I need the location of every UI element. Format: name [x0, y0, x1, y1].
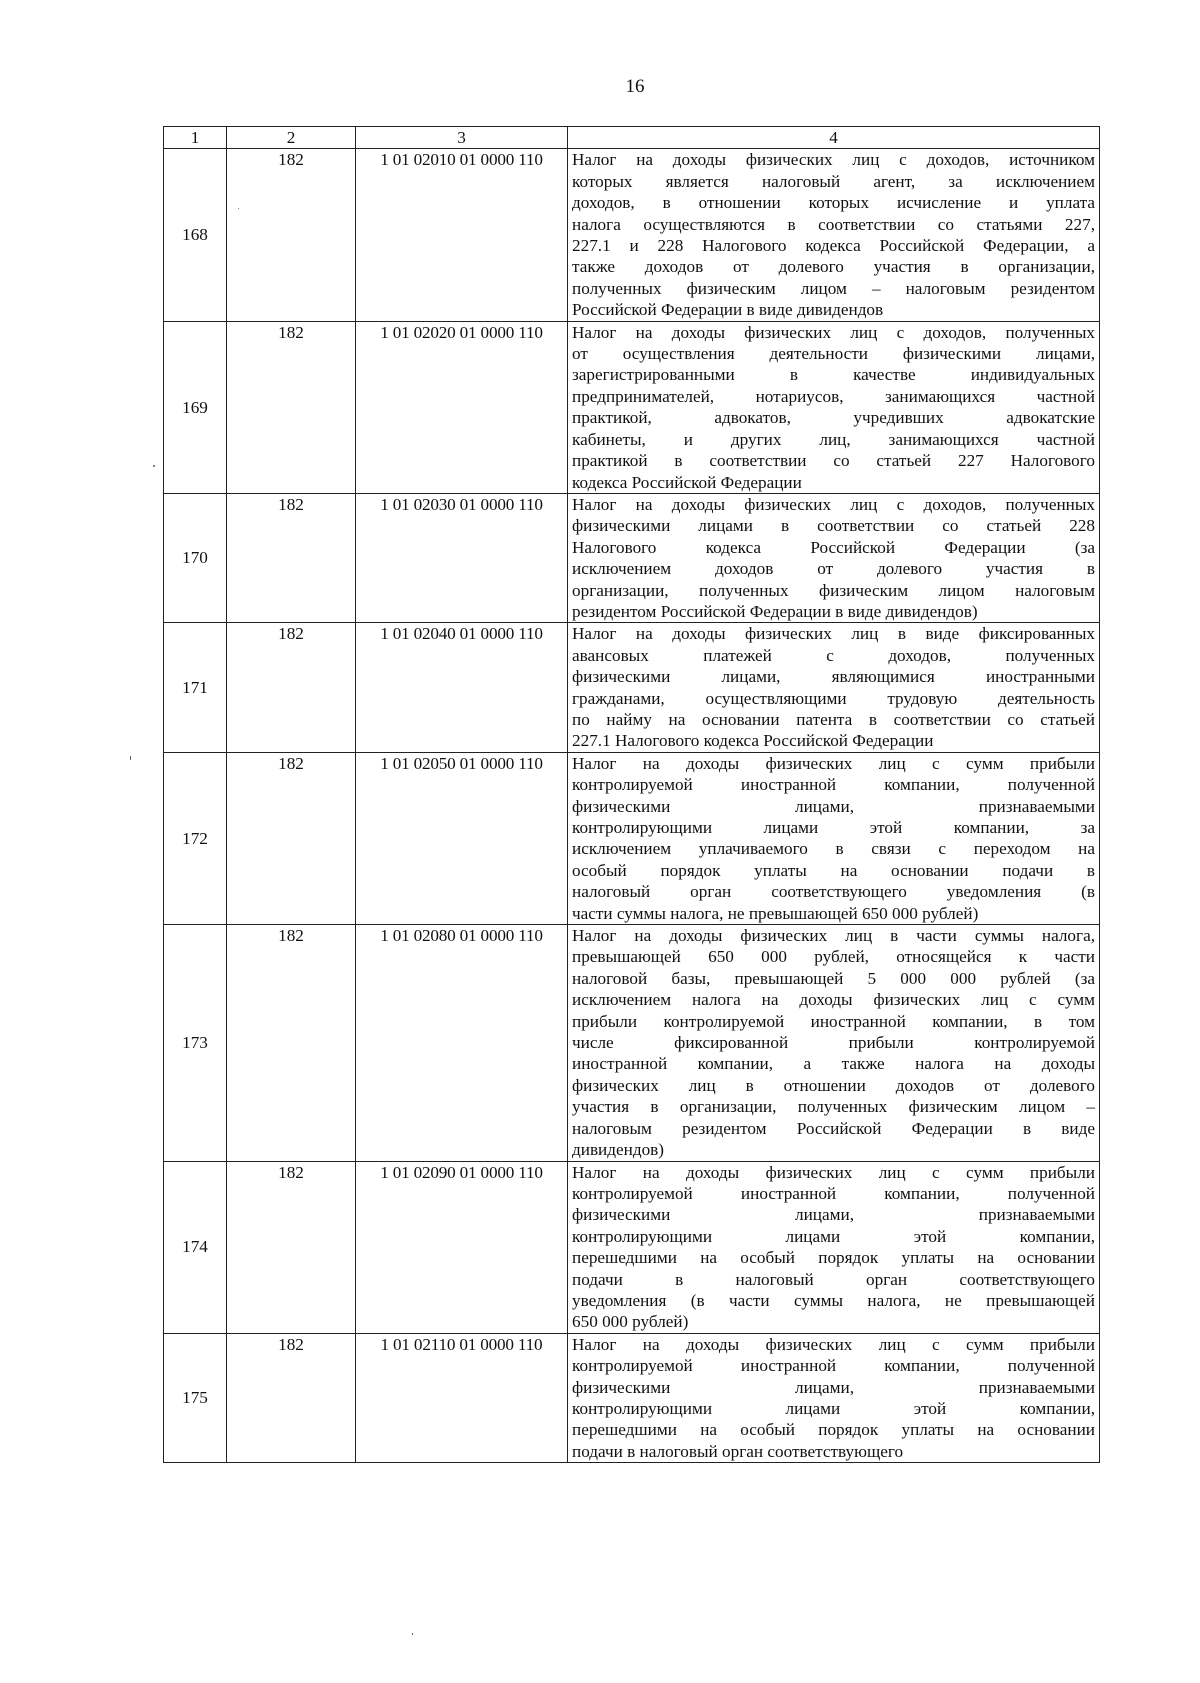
description-line: физических лиц в отношении доходов от долевого [572, 1075, 1095, 1095]
table-header-row [164, 127, 1100, 149]
table-row [164, 623, 1100, 752]
description-line: кабинеты, и других лиц, занимающихся частной [572, 429, 1095, 449]
description-line: практикой в соответствии со статьей 227 Налогового [572, 451, 1095, 471]
admin-code: 182 [227, 752, 356, 924]
admin-code: 182 [227, 493, 356, 622]
description-line: Налогового кодекса Российской Федерации (за [572, 537, 1095, 557]
admin-code: 182 [227, 623, 356, 752]
scan-speck [238, 208, 239, 209]
description-line: Налог на доходы физических лиц с сумм прибыли [572, 1162, 1095, 1182]
budget-classification-code: 1 01 02010 01 0000 110 [356, 149, 568, 321]
description-line: Налог на доходы физических лиц с сумм прибыли [572, 753, 1095, 773]
budget-classification-code: 1 01 02090 01 0000 110 [356, 1161, 568, 1333]
description-line: контролируемой иностранной компании, полученной [572, 775, 1095, 795]
income-description [568, 1333, 1100, 1462]
description-line: перешедшими на особый порядок уплаты на основании [572, 1420, 1095, 1440]
row-number: 172 [164, 752, 227, 924]
table-body [164, 149, 1100, 1463]
description-line: кодекса Российской Федерации [572, 472, 802, 492]
description-line: резидентом Российской Федерации в виде дивидендов) [572, 601, 978, 621]
description-line: контролирующими лицами этой компании, [572, 1398, 1095, 1418]
description-line: превышающей 650 000 рублей, относящейся к части [572, 947, 1095, 967]
table-row [164, 493, 1100, 622]
description-line: организации, полученных физическим лицом налоговым [572, 580, 1095, 600]
description-line: контролируемой иностранной компании, полученной [572, 1356, 1095, 1376]
admin-code: 182 [227, 321, 356, 493]
scan-speck [412, 1633, 413, 1635]
description-line: исключением доходов от долевого участия в [572, 559, 1095, 579]
admin-code: 182 [227, 149, 356, 321]
description-line: дивидендов) [572, 1140, 665, 1160]
description-line: Налог на доходы физических лиц в части суммы налога, [572, 926, 1095, 946]
header-col-3: 3 [356, 127, 568, 149]
description-line: доходов, в отношении которых исчисление и уплата [572, 193, 1095, 213]
budget-classification-code: 1 01 02040 01 0000 110 [356, 623, 568, 752]
row-number: 171 [164, 623, 227, 752]
row-number: 175 [164, 1333, 227, 1462]
description-line: налоговый орган соответствующего уведомления (в [572, 882, 1095, 902]
budget-classification-code: 1 01 02020 01 0000 110 [356, 321, 568, 493]
table-row [164, 1333, 1100, 1462]
description-line: 227.1 Налогового кодекса Российской Федерации [572, 731, 934, 751]
row-number: 174 [164, 1161, 227, 1333]
description-line: от осуществления деятельности физическими лицами, [572, 344, 1095, 364]
description-line: части суммы налога, не превышающей 650 000 рублей) [572, 903, 979, 923]
description-line: Налог на доходы физических лиц с доходов, полученных [572, 494, 1095, 514]
description-line: также доходов от долевого участия в организации, [572, 257, 1095, 277]
row-number: 173 [164, 925, 227, 1161]
description-line: Налог на доходы физических лиц в виде фиксированных [572, 624, 1095, 644]
header-col-4: 4 [568, 127, 1100, 149]
budget-classification-code: 1 01 02110 01 0000 110 [356, 1333, 568, 1462]
income-description [568, 1161, 1100, 1333]
description-line: контролируемой иностранной компании, полученной [572, 1183, 1095, 1203]
description-line: которых является налоговый агент, за исключением [572, 171, 1095, 191]
page-number: 16 [625, 76, 645, 97]
scan-speck [153, 465, 155, 467]
description-line: Налог на доходы физических лиц с сумм прибыли [572, 1334, 1095, 1354]
row-number: 170 [164, 493, 227, 622]
description-line: по найму на основании патента в соответствии со статьей [572, 709, 1095, 729]
description-line: физическими лицами, признаваемыми [572, 1205, 1095, 1225]
budget-classification-code: 1 01 02050 01 0000 110 [356, 752, 568, 924]
table-row [164, 321, 1100, 493]
description-line: физическими лицами в соответствии со статьей 228 [572, 516, 1095, 536]
description-line: подачи в налоговый орган соответствующего [572, 1269, 1095, 1289]
description-line: физическими лицами, признаваемыми [572, 1377, 1095, 1397]
income-description [568, 752, 1100, 924]
description-line: зарегистрированными в качестве индивидуальных [572, 365, 1095, 385]
description-line: прибыли контролируемой иностранной компании, в том [572, 1011, 1095, 1031]
budget-classification-code: 1 01 02080 01 0000 110 [356, 925, 568, 1161]
header-col-1: 1 [164, 127, 227, 149]
row-number: 168 [164, 149, 227, 321]
description-line: 650 000 рублей) [572, 1312, 689, 1332]
income-description [568, 493, 1100, 622]
table-row [164, 1161, 1100, 1333]
description-line: 227.1 и 228 Налогового кодекса Российской Федерации, а [572, 236, 1095, 256]
description-line: исключением уплачиваемого в связи с переходом на [572, 839, 1095, 859]
description-line: физическими лицами, признаваемыми [572, 796, 1095, 816]
admin-code: 182 [227, 1333, 356, 1462]
budget-classification-code: 1 01 02030 01 0000 110 [356, 493, 568, 622]
scan-speck [130, 756, 131, 760]
description-line: налоговым резидентом Российской Федерации в виде [572, 1118, 1095, 1138]
description-line: физическими лицами, являющимися иностранными [572, 667, 1095, 687]
description-line: особый порядок уплаты на основании подачи в [572, 860, 1095, 880]
admin-code: 182 [227, 925, 356, 1161]
description-line: гражданами, осуществляющими трудовую деятельность [572, 688, 1095, 708]
description-line: практикой, адвокатов, учредивших адвокатские [572, 408, 1095, 428]
description-line: полученных физическим лицом – налоговым резидентом [572, 278, 1095, 298]
description-line: Российской Федерации в виде дивидендов [572, 300, 884, 320]
income-description [568, 925, 1100, 1161]
row-number: 169 [164, 321, 227, 493]
header-col-2: 2 [227, 127, 356, 149]
description-line: контролирующими лицами этой компании, за [572, 818, 1095, 837]
table-row [164, 752, 1100, 924]
income-codes-table [163, 126, 1100, 1463]
admin-code: 182 [227, 1161, 356, 1333]
income-description [568, 321, 1100, 493]
description-line: уведомления (в части суммы налога, не превышающей [572, 1290, 1095, 1310]
description-line: иностранной компании, а также налога на доходы [572, 1054, 1095, 1074]
description-line: авансовых платежей с доходов, полученных [572, 645, 1095, 665]
description-line: подачи в налоговый орган соответствующего [572, 1441, 904, 1461]
table-row [164, 149, 1100, 321]
description-line: исключением налога на доходы физических лиц с сумм [572, 990, 1095, 1010]
income-description [568, 623, 1100, 752]
table-row [164, 925, 1100, 1161]
income-description [568, 149, 1100, 321]
description-line: налога осуществляются в соответствии со статьями 227, [572, 214, 1095, 234]
description-line: налоговой базы, превышающей 5 000 000 рублей (за [572, 968, 1095, 988]
description-line: Налог на доходы физических лиц с доходов, источником [572, 150, 1095, 170]
description-line: Налог на доходы физических лиц с доходов, полученных [572, 322, 1095, 342]
description-line: перешедшими на особый порядок уплаты на основании [572, 1248, 1095, 1268]
description-line: участия в организации, полученных физическим лицом – [572, 1097, 1095, 1117]
description-line: контролирующими лицами этой компании, [572, 1226, 1095, 1246]
description-line: предпринимателей, нотариусов, занимающихся частной [572, 386, 1095, 406]
description-line: числе фиксированной прибыли контролируемой [572, 1033, 1095, 1053]
